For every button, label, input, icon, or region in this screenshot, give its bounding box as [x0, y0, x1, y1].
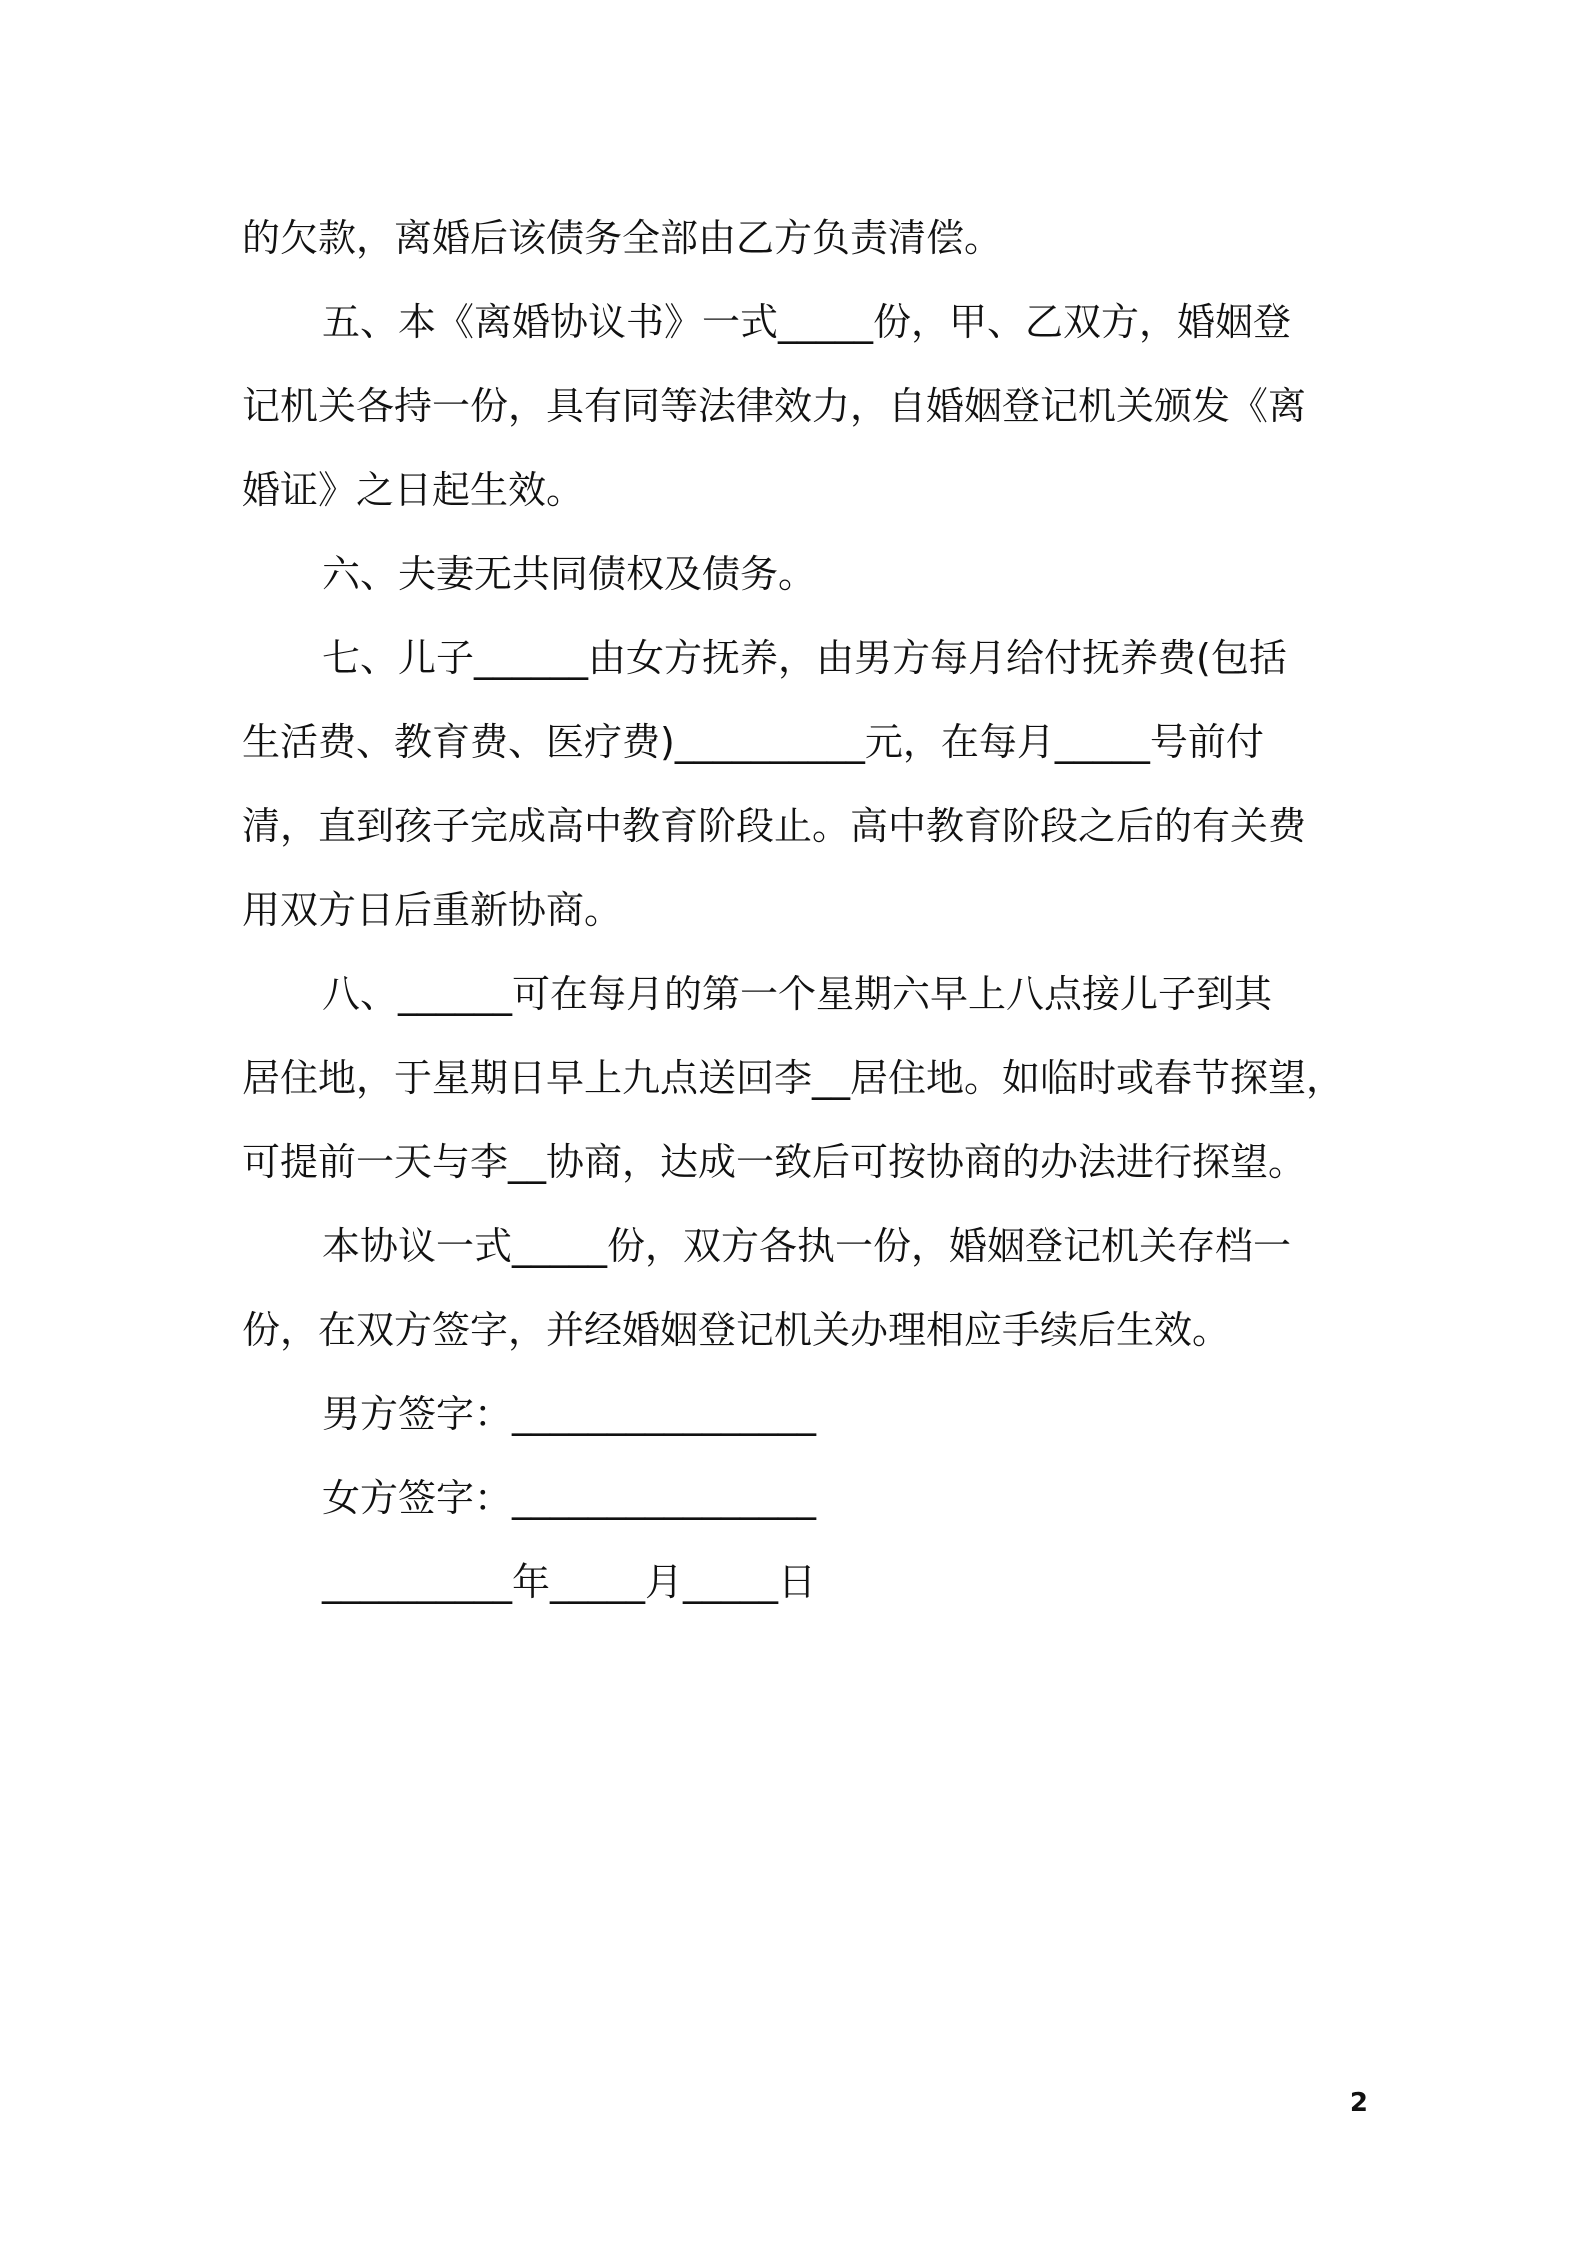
text-line-12: 可提前一天与李__协商，达成一致后可按协商的办法进行探望。	[242, 1140, 1307, 1184]
text-line-2: 五、本《离婚协议书》一式_____份，甲、乙双方，婚姻登	[322, 300, 1292, 344]
text-line-6: 七、儿子______由女方抚养，由男方每月给付抚养费(包括	[322, 636, 1287, 680]
text-line-8: 清，直到孩子完成高中教育阶段止。高中教育阶段之后的有关费	[242, 804, 1307, 848]
text-line-5: 六、夫妻无共同债权及债务。	[322, 552, 817, 596]
female-signature-line: 女方签字：________________	[322, 1476, 817, 1520]
text-line-9: 用双方日后重新协商。	[242, 888, 623, 932]
text-line-1: 的欠款，离婚后该债务全部由乙方负责清偿。	[242, 216, 1003, 260]
text-line-13: 本协议一式_____份，双方各执一份，婚姻登记机关存档一	[322, 1224, 1292, 1268]
text-line-3: 记机关各持一份，具有同等法律效力，自婚姻登记机关颁发《离	[242, 384, 1307, 428]
text-line-14: 份，在双方签字，并经婚姻登记机关办理相应手续后生效。	[242, 1308, 1231, 1352]
page-number: 2	[1349, 2088, 1368, 2118]
male-signature-line: 男方签字：________________	[322, 1392, 817, 1436]
text-line-11: 居住地，于星期日早上九点送回李__居住地。如临时或春节探望，	[242, 1056, 1345, 1100]
text-line-10: 八、______可在每月的第一个星期六早上八点接儿子到其	[322, 972, 1273, 1016]
date-line: __________年_____月_____日	[322, 1560, 817, 1604]
text-line-7: 生活费、教育费、医疗费)__________元，在每月_____号前付	[242, 720, 1264, 764]
document-body	[242, 196, 1352, 1624]
text-line-4: 婚证》之日起生效。	[242, 468, 585, 512]
